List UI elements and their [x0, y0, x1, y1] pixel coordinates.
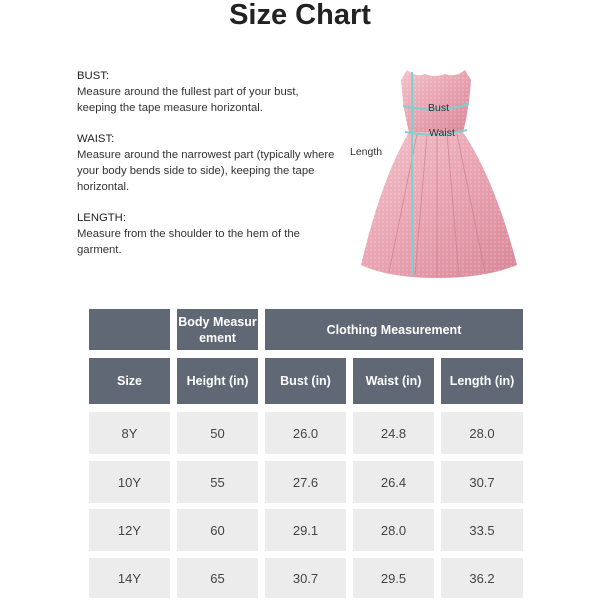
table-cell: 28.0: [353, 509, 434, 551]
table-cell: 28.0: [441, 412, 523, 454]
table-cell: 26.4: [353, 461, 434, 503]
dress-image: [345, 60, 535, 285]
table-cell: 12Y: [89, 509, 170, 551]
guide-length-heading: LENGTH:: [77, 212, 126, 224]
guide-waist: [77, 131, 337, 195]
dress-label-length: Length: [350, 146, 383, 158]
table-cell: 24.8: [353, 412, 434, 454]
table-cell: 33.5: [441, 509, 523, 551]
table-corner-cell: [89, 309, 170, 350]
measurement-guide: [77, 68, 337, 273]
guide-waist-text: Measure around the narrowest part (typically where your body bends side to side), keeping the tape horizontal.: [77, 149, 335, 193]
table-cell: 30.7: [265, 558, 346, 598]
table-cell: 14Y: [89, 558, 170, 598]
table-cell: 8Y: [89, 412, 170, 454]
dress-label-waist: Waist: [429, 127, 455, 139]
dress-label-bust: Bust: [428, 102, 450, 114]
table-cell: 55: [177, 461, 258, 503]
guide-bust-heading: BUST:: [77, 70, 110, 82]
column-header-height: Height (in): [177, 358, 258, 404]
column-header-length: Length (in): [441, 358, 523, 404]
table-cell: 29.1: [265, 509, 346, 551]
table-cell: 36.2: [441, 558, 523, 598]
guide-length: [77, 210, 337, 258]
table-cell: 10Y: [89, 461, 170, 503]
table-cell: 26.0: [265, 412, 346, 454]
table-cell: 30.7: [441, 461, 523, 503]
dress-illustration: [345, 60, 535, 285]
guide-bust-text: Measure around the fullest part of your bust, keeping the tape measure horizontal.: [77, 86, 299, 114]
column-header-size: Size: [89, 358, 170, 404]
table-cell: 29.5: [353, 558, 434, 598]
table-cell: 27.6: [265, 461, 346, 503]
column-header-bust: Bust (in): [265, 358, 346, 404]
group-header-clothing: Clothing Measurement: [265, 309, 523, 350]
group-header-body: Body Measur ement: [177, 309, 258, 350]
column-header-waist: Waist (in): [353, 358, 434, 404]
guide-bust: [77, 68, 337, 116]
page-title: Size Chart: [229, 0, 371, 31]
guide-waist-heading: WAIST:: [77, 133, 115, 145]
table-cell: 50: [177, 412, 258, 454]
table-cell: 65: [177, 558, 258, 598]
guide-length-text: Measure from the shoulder to the hem of the garment.: [77, 228, 300, 256]
table-cell: 60: [177, 509, 258, 551]
